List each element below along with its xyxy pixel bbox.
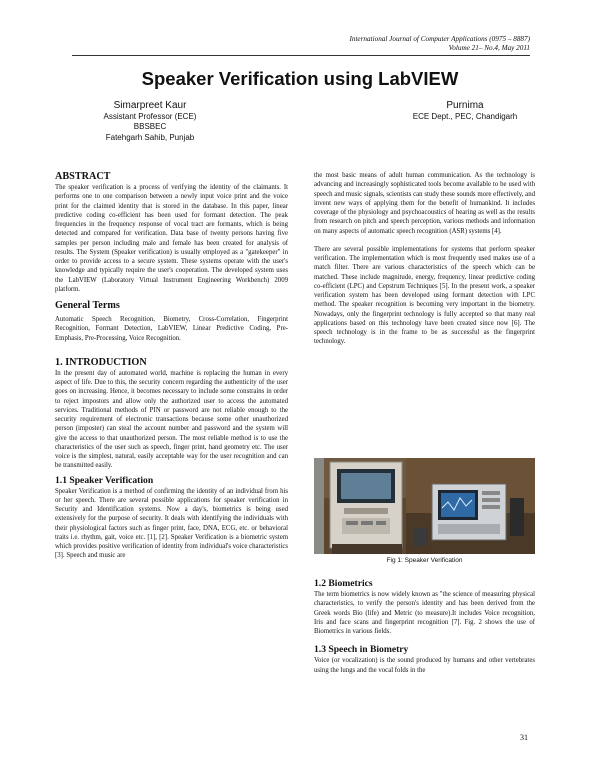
speech-in-biometry-heading: 1.3 Speech in Biometry xyxy=(314,644,409,656)
author-block-1 xyxy=(70,100,230,143)
author-affiliation: Fatehgarh Sahib, Punjab xyxy=(105,132,195,142)
speaker-verification-photo xyxy=(314,458,535,554)
page-number: 31 xyxy=(520,733,528,742)
journal-name: International Journal of Computer Applications (0975 – 8887) xyxy=(349,35,530,43)
photo-illustration xyxy=(314,458,535,554)
paper-title: Speaker Verification using LabVIEW xyxy=(141,68,459,89)
author-affiliation: ECE Dept., PEC, Chandigarh xyxy=(412,112,518,121)
right-paragraph-1: the most basic means of adult human communication. As the technology is advancing and increasingly sophisticated tools become available to be used with speech and music signals, scientists can study these sounds more effectively, and invent new ways of applying them for the benefit of humankind. It includes coverage of the physiology and psychoacoustics of hearing as well as the results from research on pitch and speech perception, various methods and information on many aspects of automatic speech recognition (ASR) systems [4]. xyxy=(314,172,535,235)
author-name: Simarpreet Kaur xyxy=(113,100,187,111)
right-column-bottom xyxy=(314,578,535,675)
intro-text: In the present day of automated world, machine is replacing the human in every aspect of life. Due to this, the security concern regarding the authenticity of the user goes on increasing. Hence, it becomes necessary to include some constrains in order to reject impostors and allow only the authorized user to access the automated services. Traditional methods of PIN or password are not reliable enough to the security requirement of electronic transactions because some other unauthorized person (imposter) can steal the account number and password and the system will give the access to that unauthorized person. The most reliable method is to use the characteristics of the user such as speech, finger print, hand geometry etc. The user voice is the simplest, natural, easily acceptable way for the user recognition and can be transmitted easily. xyxy=(55,369,288,470)
general-terms-text: Automatic Speech Recognition, Biometry, Cross-Correlation, Fingerprint Recognition, Formant Detection, LabVIEW, Linear Predictive Coding, Pre-Emphasis, Pre-Processing, Voice Recognition. xyxy=(55,316,288,342)
biometrics-text: The term biometrics is now widely known as "the science of measuring physical characteristics, to verify the person's identity and has been derived from the Greek words Bio (life) and Metric (to measure).It includes Voice recognition, Iris and face scans and fingerprint recognition [7]. Fig. 2 shows the use of Biometrics in various fields. xyxy=(314,591,535,635)
speaker-verification-heading: 1.1 Speaker Verification xyxy=(55,474,154,486)
figure-caption: Fig 1: Speaker Verification xyxy=(386,557,463,564)
abstract-text: The speaker verification is a process of verifying the identity of the claimants. It performs one to one comparison between a newly input voice print and the voice print for the claimed identity that is stored in the database. In this paper, linear predictive coding co-efficient has been used for formant detection. The peak frequencies in the frequency response of vocal tract are formants, which is being detected and compared for verification. Data base of twenty persons having five samples per person including male and female has been created for analysis of results. The System (Speaker verification) is usually employed as a "gatekeeper" in order to provide access to a secure system. These systems operate with the user's knowledge and typically require the user's cooperation. The developed system uses the LabVIEW (Laboratory Virtual Instrument Engineering Workbench) 2009 platform. xyxy=(55,184,288,293)
header-rule xyxy=(72,55,530,56)
right-paragraph-2: There are several possible implementations for systems that perform speaker verification. The implementation which is most frequently used makes use of a match filter. There are various characteristics of the speech which can be matched. These include magnitude, energy, frequency, linear predictive coding co-efficient (LPC) and Cepstrum Techniques [5]. In the present work, a speaker verification system has been developed using formant detection with LPC method. The speaker recognition is becoming very important in the biometry. Nowadays, only the fingerprint technology is fully accepted so that many real applications based on this technology have been created since now [6]. The speech technology is in the frame to be as successful as the fingerprint technology. xyxy=(314,245,535,346)
speaker-verification-text: Speaker Verification is a method of confirming the identity of an individual from his or her speech. There are several possible applications for speaker verification in Security and Identification systems. Now a day's, biometrics is being used extensively for the purpose of security. It deals with identifying the individuals with their physiological factors such as finger print, face, DNA, ECG, etc. or behavioral traits i.e. rhythm, gait, voice etc. [1], [2]. Speaker Verification is a biometric system which provides positive verification of identity from individual's voice characteristics [3]. Speech and music are xyxy=(55,487,288,560)
speech-in-biometry-text: Voice (or vocalization) is the sound produced by humans and other vertebrates using the lungs and the vocal folds in the xyxy=(314,657,535,674)
author-block-2 xyxy=(380,100,550,122)
author-name: Purnima xyxy=(446,100,484,111)
left-column xyxy=(55,171,288,561)
general-terms-heading: General Terms xyxy=(55,300,120,311)
author-affiliation: BBSBEC xyxy=(133,122,167,132)
journal-volume: Volume 21– No.4, May 2011 xyxy=(448,44,530,52)
author-affiliation: Assistant Professor (ECE) xyxy=(103,112,197,121)
right-column-top xyxy=(314,171,535,347)
intro-heading: 1. INTRODUCTION xyxy=(55,356,147,368)
abstract-heading: ABSTRACT xyxy=(55,171,111,182)
biometrics-heading: 1.2 Biometrics xyxy=(314,578,373,589)
